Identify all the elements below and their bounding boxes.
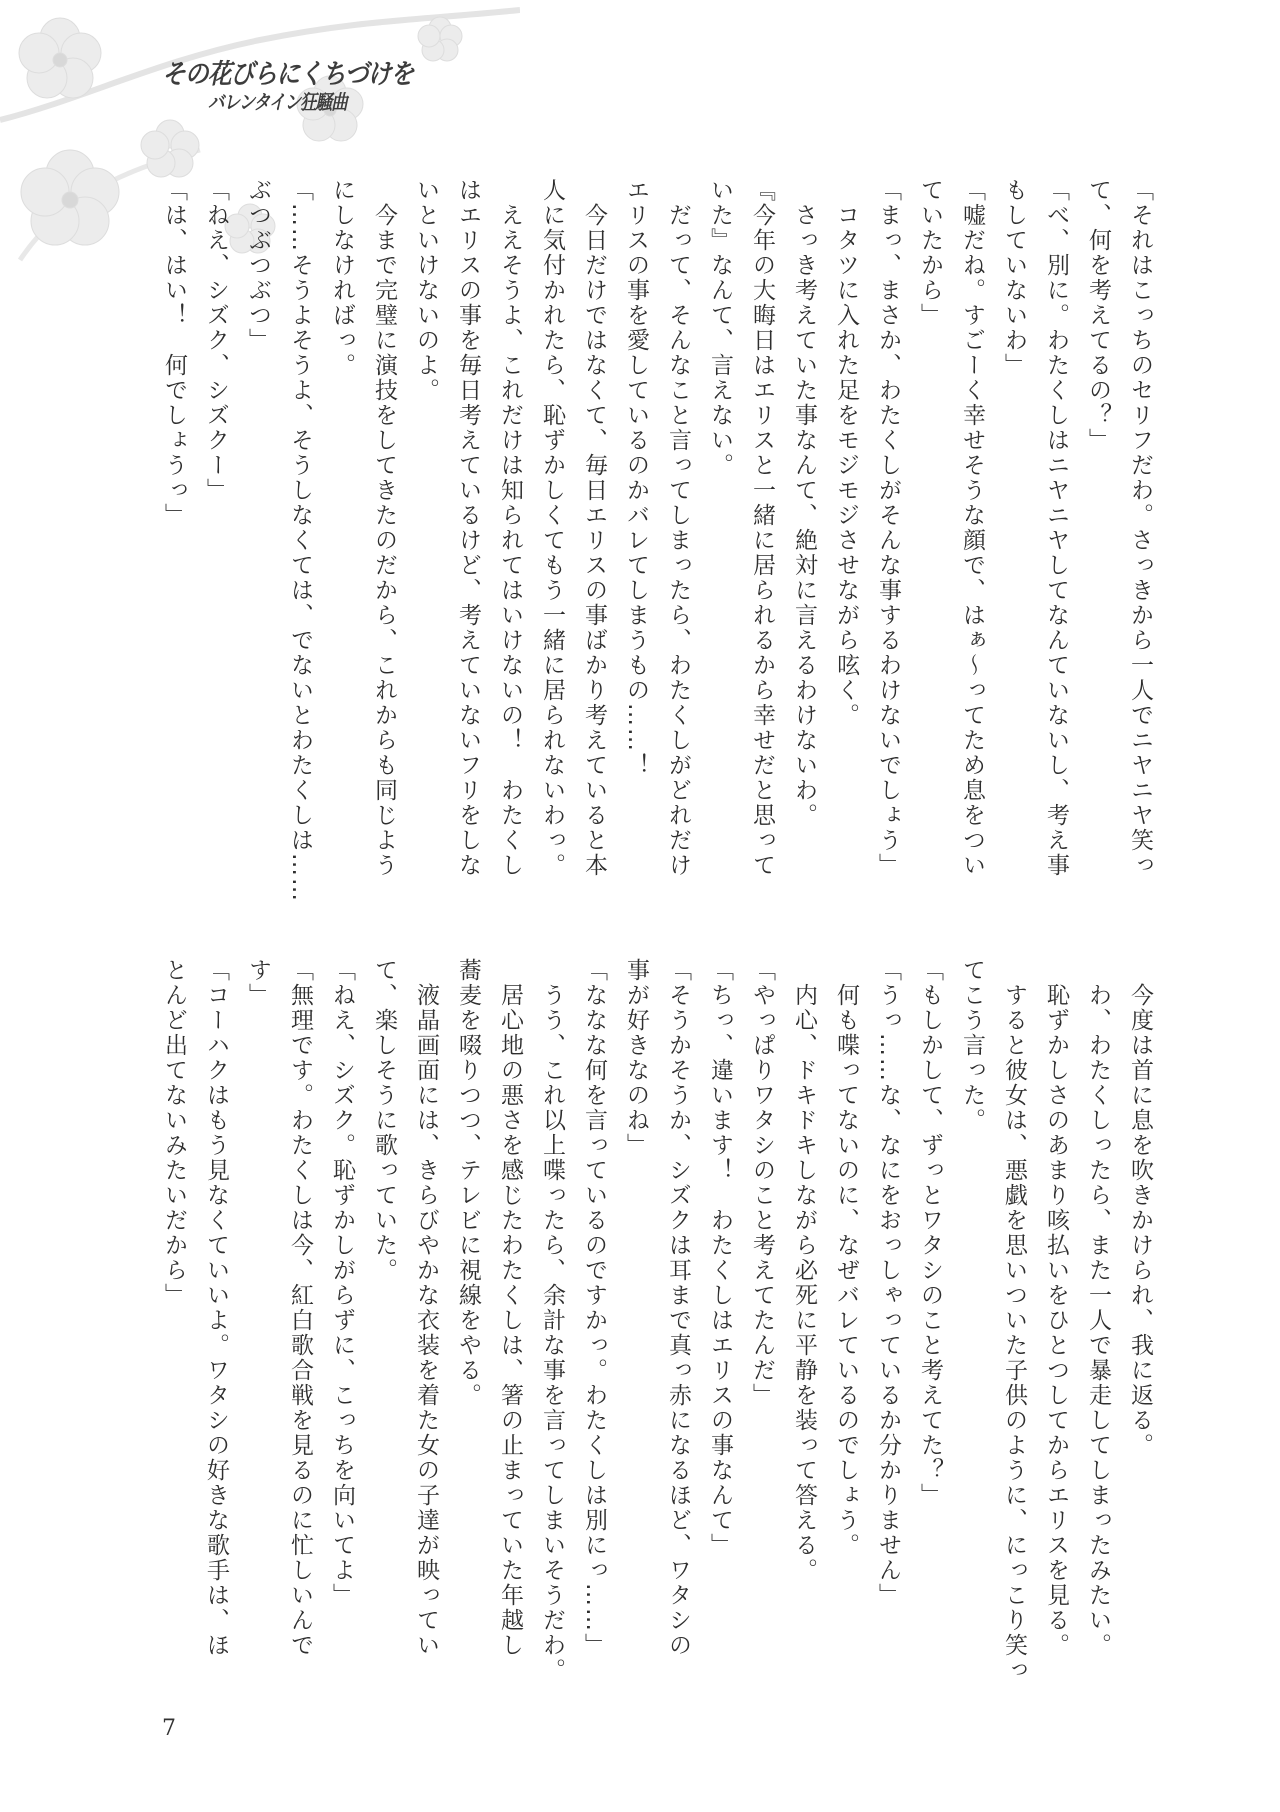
text-line: 『今年の大晦日はエリスと一緒に居られるから幸せだと思って bbox=[749, 178, 775, 878]
body-text-lower bbox=[153, 958, 1161, 1683]
body-text-upper bbox=[153, 178, 1161, 903]
text-line: 蕎麦を啜りつつ、テレビに視線をやる。 bbox=[455, 958, 481, 1408]
text-line: 「ななな何を言っているのですかっ。わたくしは別にっ……」 bbox=[581, 958, 607, 1658]
text-line: とんど出てないみたいだから」 bbox=[161, 958, 187, 1308]
text-line: 「コーハクはもう見なくていいよ。ワタシの好きな歌手は、ほ bbox=[203, 958, 229, 1658]
text-line: わ、わたくしったら、また一人で暴走してしまったみたい。 bbox=[1085, 958, 1111, 1658]
text-line: にしなければっ。 bbox=[329, 178, 355, 378]
text-line: 居心地の悪さを感じたわたくしは、箸の止まっていた年越し bbox=[497, 958, 523, 1658]
book-subtitle: バレンタイン狂騒曲 bbox=[208, 90, 347, 114]
text-line: 内心、ドキドキしながら必死に平静を装って答える。 bbox=[791, 958, 817, 1583]
page-number: 7 bbox=[162, 1716, 176, 1741]
text-line: 「嘘だね。すごーく幸せそうな顔で、はぁ～ってため息をつい bbox=[959, 178, 985, 878]
text-line: て、何を考えてるの？」 bbox=[1085, 178, 1111, 453]
text-line: 「うっ……な、なにをおっしゃっているか分かりません」 bbox=[875, 958, 901, 1608]
text-line: さっき考えていた事なんて、絶対に言えるわけないわ。 bbox=[791, 178, 817, 828]
text-line: うう、これ以上喋ったら、余計な事を言ってしまいそうだわ。 bbox=[539, 958, 565, 1683]
text-line: コタツに入れた足をモジモジさせながら呟く。 bbox=[833, 178, 859, 728]
text-line: 「べ、別に。わたくしはニヤニヤしてなんていないし、考え事 bbox=[1043, 178, 1069, 878]
text-line: 恥ずかしさのあまり咳払いをひとつしてからエリスを見る。 bbox=[1043, 958, 1069, 1658]
text-line: 今日だけではなくて、毎日エリスの事ばかり考えていると本 bbox=[581, 178, 607, 878]
text-line: だって、そんなこと言ってしまったら、わたくしがどれだけ bbox=[665, 178, 691, 878]
text-line: いといけないのよ。 bbox=[413, 178, 439, 403]
text-line: 「やっぱりワタシのこと考えてたんだ」 bbox=[749, 958, 775, 1408]
text-line: 「ねえ、シズク。恥ずかしがらずに、こっちを向いてよ」 bbox=[329, 958, 355, 1608]
text-line: エリスの事を愛しているのかバレてしまうもの……！ bbox=[623, 178, 649, 778]
text-line: 今まで完璧に演技をしてきたのだから、これからも同じよう bbox=[371, 178, 397, 878]
text-line: 「それはこっちのセリフだわ。さっきから一人でニヤニヤ笑っ bbox=[1127, 178, 1153, 878]
text-line: 「無理です。わたくしは今、紅白歌合戦を見るのに忙しいんで bbox=[287, 958, 313, 1658]
text-line: す」 bbox=[245, 958, 271, 1008]
text-line: ていたから」 bbox=[917, 178, 943, 328]
book-title: その花びらにくちづけを bbox=[162, 59, 414, 90]
text-line: 「ねえ、シズク、シズクー」 bbox=[203, 178, 229, 503]
text-line: いた』なんて、言えない。 bbox=[707, 178, 733, 478]
text-line: はエリスの事を毎日考えているけど、考えていないフリをしな bbox=[455, 178, 481, 878]
text-line: 「は、はい！ 何でしょうっ」 bbox=[161, 178, 187, 528]
text-line: 液晶画面には、きらびやかな衣装を着た女の子達が映ってい bbox=[413, 958, 439, 1658]
text-line: て、楽しそうに歌っていた。 bbox=[371, 958, 397, 1283]
text-line: てこう言った。 bbox=[959, 958, 985, 1133]
text-line: ええそうよ、これだけは知られてはいけないの！ わたくし bbox=[497, 178, 523, 878]
text-line: 人に気付かれたら、恥ずかしくてもう一緒に居られないわっ。 bbox=[539, 178, 565, 878]
text-line: ぶつぶつぶつ」 bbox=[245, 178, 271, 353]
text-line: すると彼女は、悪戯を思いついた子供のように、にっこり笑っ bbox=[1001, 958, 1027, 1683]
text-line: 今度は首に息を吹きかけられ、我に返る。 bbox=[1127, 958, 1153, 1458]
text-line: 「そうかそうか、シズクは耳まで真っ赤になるほど、ワタシの bbox=[665, 958, 691, 1658]
text-line: 「ちっ、違います！ わたくしはエリスの事なんて」 bbox=[707, 958, 733, 1558]
text-line: もしていないわ」 bbox=[1001, 178, 1027, 378]
text-line: 「まっ、まさか、わたくしがそんな事するわけないでしょう」 bbox=[875, 178, 901, 878]
text-line: 事が好きなのね」 bbox=[623, 958, 649, 1158]
text-line: 「もしかして、ずっとワタシのこと考えてた？」 bbox=[917, 958, 943, 1508]
text-line: 何も喋ってないのに、なぜバレているのでしょう。 bbox=[833, 958, 859, 1558]
text-line: 「……そうよそうよ、そうしなくては、でないとわたくしは…… bbox=[287, 178, 313, 903]
